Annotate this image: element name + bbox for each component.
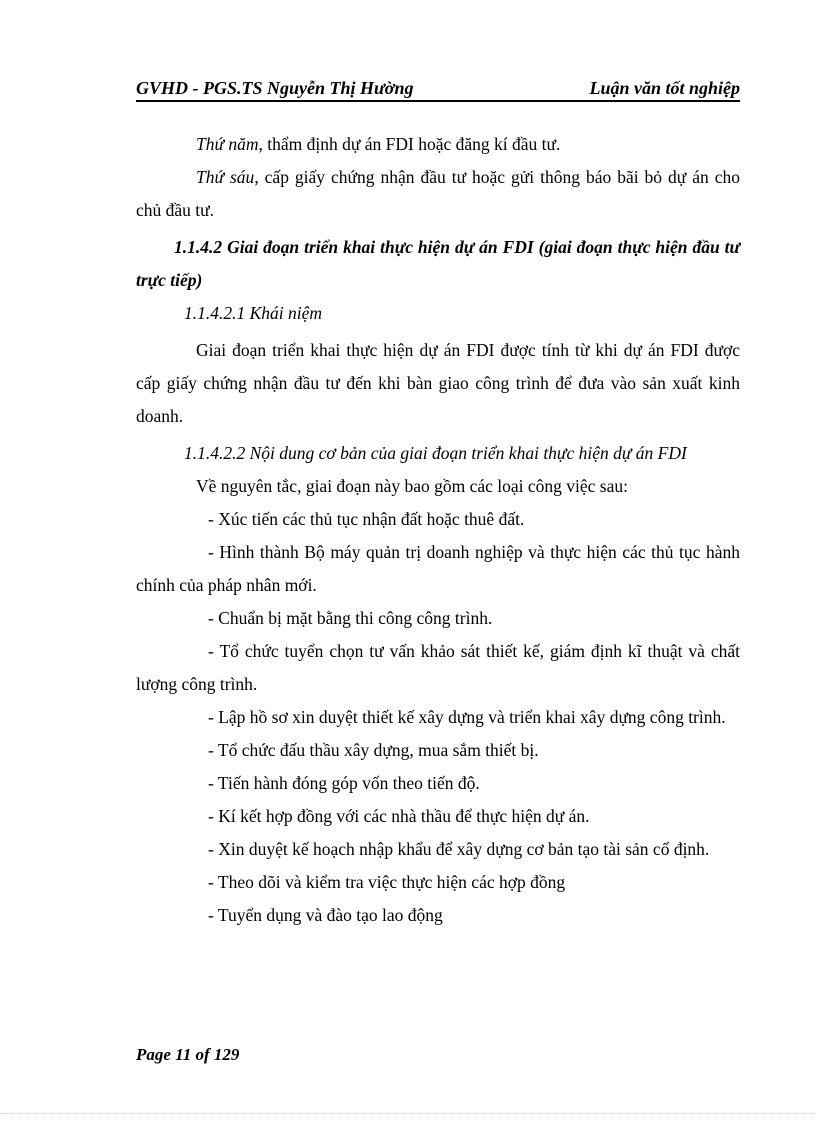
page-number: Page 11 of 129 — [136, 1045, 240, 1064]
subsection-heading-concept: 1.1.4.2.1 Khái niệm — [184, 303, 323, 323]
page-body — [136, 128, 740, 932]
list-item: - Kí kết hợp đồng với các nhà thầu để thực hiện dự án. — [208, 806, 590, 826]
paragraph-lead: Thứ năm — [196, 134, 259, 154]
paragraph-principle: Về nguyên tắc, giai đoạn này bao gồm các loại công việc sau: — [196, 476, 628, 496]
header-rule — [136, 100, 740, 102]
header-supervisor: GVHD - PGS.TS Nguyễn Thị Hường — [136, 78, 414, 98]
list-item: - Tuyển dụng và đào tạo lao động — [208, 905, 443, 925]
bottom-divider — [0, 1113, 816, 1114]
page-header — [136, 76, 740, 102]
list-item: - Tổ chức tuyển chọn tư vấn khảo sát thiết kế, giám định kĩ thuật và chất lượng công trình. — [136, 641, 740, 694]
list-item: - Chuẩn bị mặt bằng thi công công trình. — [208, 608, 493, 628]
header-thesis-title: Luận văn tốt nghiệp — [589, 78, 740, 98]
section-heading: 1.1.4.2 Giai đoạn triển khai thực hiện dự án FDI (giai đoạn thực hiện đầu tư trực tiếp) — [136, 237, 740, 290]
paragraph-text: , thẩm định dự án FDI hoặc đăng kí đầu tư. — [258, 134, 561, 154]
list-item: - Theo dõi và kiểm tra việc thực hiện các hợp đồng — [208, 872, 566, 892]
paragraph-sixth — [136, 161, 740, 227]
paragraph-fifth — [136, 128, 740, 161]
list-item: - Lập hồ sơ xin duyệt thiết kế xây dựng và triển khai xây dựng công trình. — [208, 707, 726, 727]
paragraph-text: , cấp giấy chứng nhận đầu tư hoặc gửi thông báo bãi bỏ dự án cho chủ đầu tư. — [136, 167, 740, 220]
list-item: - Xin duyệt kế hoạch nhập khẩu để xây dựng cơ bản tạo tài sản cố định. — [208, 839, 710, 859]
list-item: - Tổ chức đấu thầu xây dựng, mua sắm thiết bị. — [208, 740, 539, 760]
task-list — [136, 503, 740, 932]
paragraph-lead: Thứ sáu — [196, 167, 255, 187]
subsection-heading-content: 1.1.4.2.2 Nội dung cơ bản của giai đoạn triển khai thực hiện dự án FDI — [184, 443, 687, 463]
paragraph-concept: Giai đoạn triển khai thực hiện dự án FDI được tính từ khi dự án FDI được cấp giấy chứng nhận đầu tư đến khi bàn giao công trình để đưa vào sản xuất kinh doanh. — [136, 340, 740, 426]
list-item: - Xúc tiến các thủ tục nhận đất hoặc thuê đất. — [208, 509, 525, 529]
list-item: - Tiến hành đóng góp vốn theo tiến độ. — [208, 773, 480, 793]
list-item: - Hình thành Bộ máy quản trị doanh nghiệp và thực hiện các thủ tục hành chính của pháp nhân mới. — [136, 542, 740, 595]
